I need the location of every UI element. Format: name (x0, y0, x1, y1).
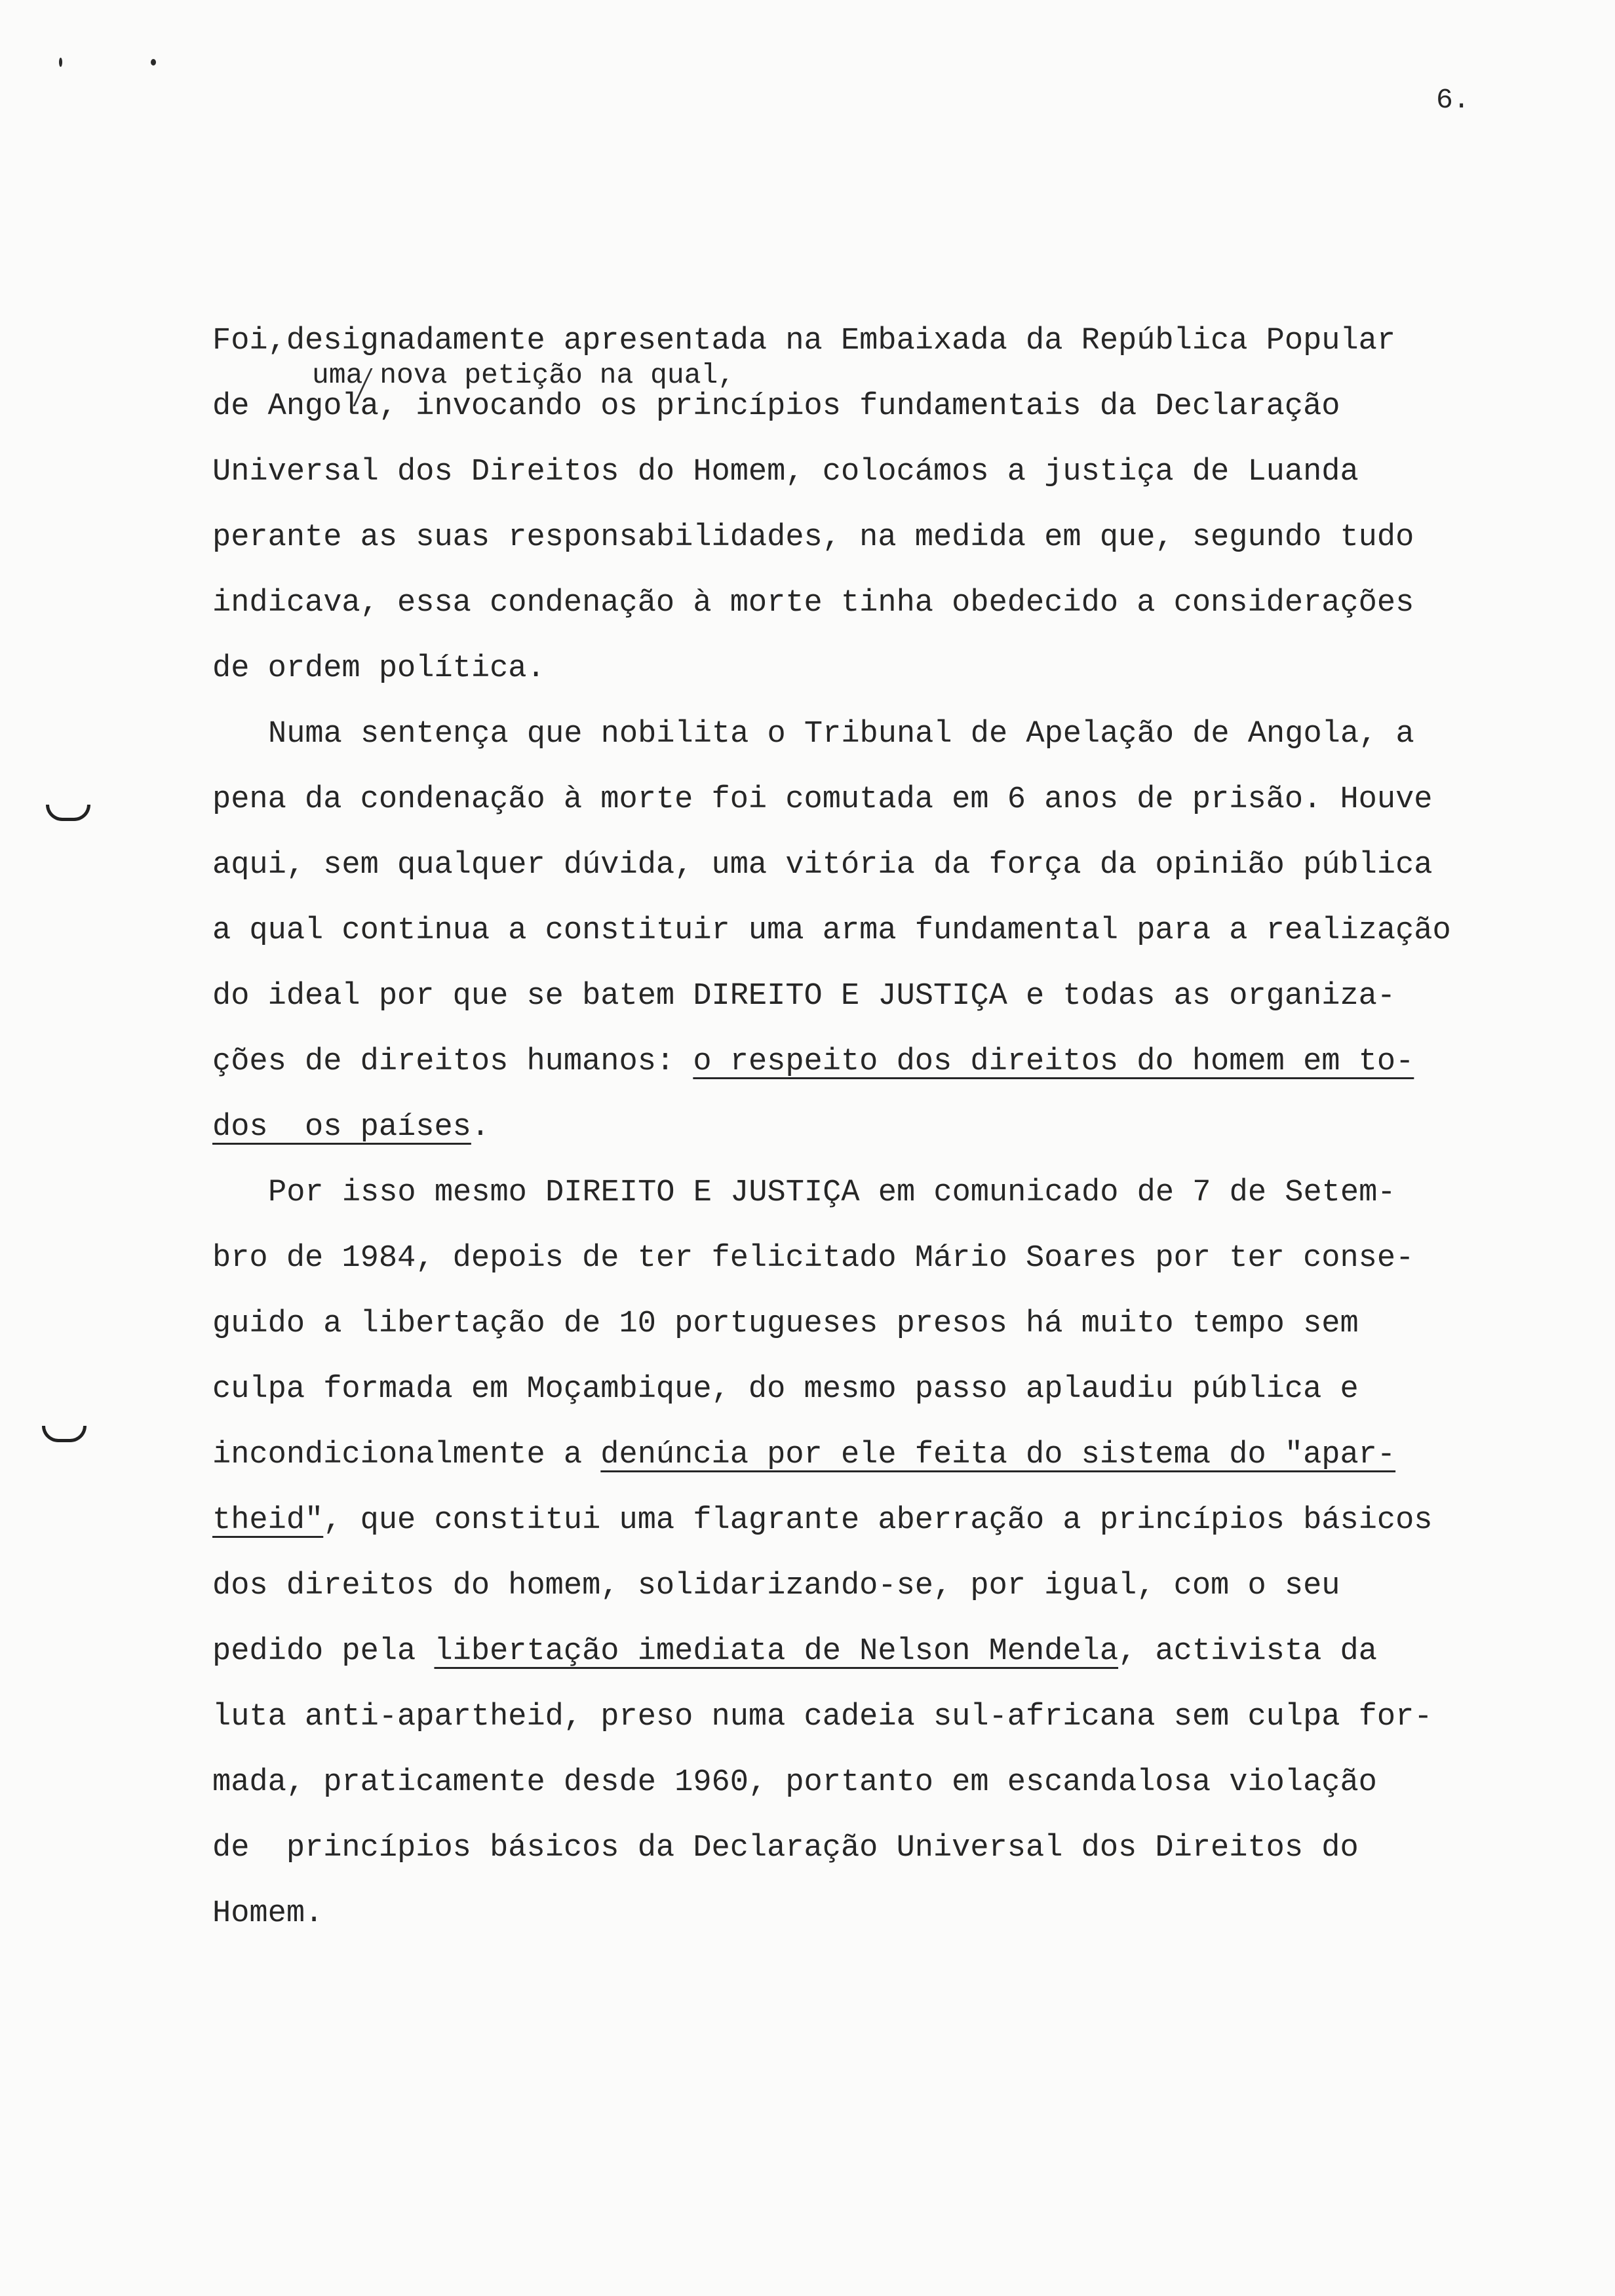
text-line: de Angola, invocando os princípios fundamentais da Declaração (212, 389, 1340, 424)
text-line (212, 1440, 1395, 1470)
text-line (212, 1505, 1433, 1536)
text-line (212, 1112, 490, 1143)
underlined-text: denúncia por ele feita do sistema do "apar- (600, 1438, 1396, 1472)
stray-mark (59, 58, 62, 67)
underlined-text: libertação imediata de Nelson Mendela (434, 1634, 1119, 1669)
text-line: Foi,designadamente apresentada na Embaixada da República Popular (212, 324, 1396, 358)
text-line: guido a libertação de 10 portugueses presos há muito tempo sem (212, 1307, 1359, 1341)
text-line: culpa formada em Moçambique, do mesmo passo aplaudiu pública e (212, 1372, 1359, 1407)
text-line: luta anti-apartheid, preso numa cadeia sul-africana sem culpa for- (212, 1700, 1433, 1734)
text-line: perante as suas responsabilidades, na medida em que, segundo tudo (212, 520, 1414, 555)
text-segment: . (471, 1110, 490, 1145)
stray-mark (151, 59, 156, 66)
text-segment: , activista da (1118, 1634, 1377, 1669)
underlined-text: o respeito dos direitos do homem em to- (693, 1044, 1414, 1079)
text-line (212, 1636, 1377, 1667)
text-line: a qual continua a constituir uma arma fundamental para a realização (212, 913, 1451, 948)
text-segment: incondicionalmente a (212, 1438, 601, 1472)
text-line: Numa sentença que nobilita o Tribunal de Apelação de Angola, a (268, 717, 1414, 752)
text-segment: , que constitui uma flagrante aberração a princípios básicos (323, 1503, 1433, 1538)
text-line: bro de 1984, depois de ter felicitado Mário Soares por ter conse- (212, 1241, 1414, 1276)
text-line: mada, praticamente desde 1960, portanto em escandalosa violação (212, 1765, 1377, 1800)
text-line: dos direitos do homem, solidarizando-se, por igual, com o seu (212, 1569, 1340, 1603)
text-line (212, 1046, 1414, 1077)
margin-pen-mark (42, 1426, 87, 1442)
text-line: Por isso mesmo DIREITO E JUSTIÇA em comunicado de 7 de Setem- (268, 1176, 1396, 1210)
underlined-text: dos os países (212, 1110, 471, 1145)
underlined-text: theid" (212, 1503, 324, 1538)
text-line: indicava, essa condenação à morte tinha obedecido a considerações (212, 586, 1414, 621)
text-segment: ções de direitos humanos: (212, 1044, 693, 1079)
text-line: aqui, sem qualquer dúvida, uma vitória da força da opinião pública (212, 848, 1433, 883)
interlinear-insertion: uma nova petição na qual, (312, 359, 735, 391)
text-segment: pedido pela (212, 1634, 435, 1669)
page-number: 6. (1436, 84, 1470, 116)
text-line: de ordem política. (212, 651, 545, 686)
text-line: Universal dos Direitos do Homem, colocámos a justiça de Luanda (212, 455, 1359, 489)
text-line: Homem. (212, 1896, 324, 1931)
text-line: do ideal por que se batem DIREITO E JUSTIÇA e todas as organiza- (212, 979, 1396, 1014)
margin-pen-mark (46, 805, 90, 821)
text-line: pena da condenação à morte foi comutada em 6 anos de prisão. Houve (212, 782, 1433, 817)
text-line: de princípios básicos da Declaração Universal dos Direitos do (212, 1831, 1359, 1866)
